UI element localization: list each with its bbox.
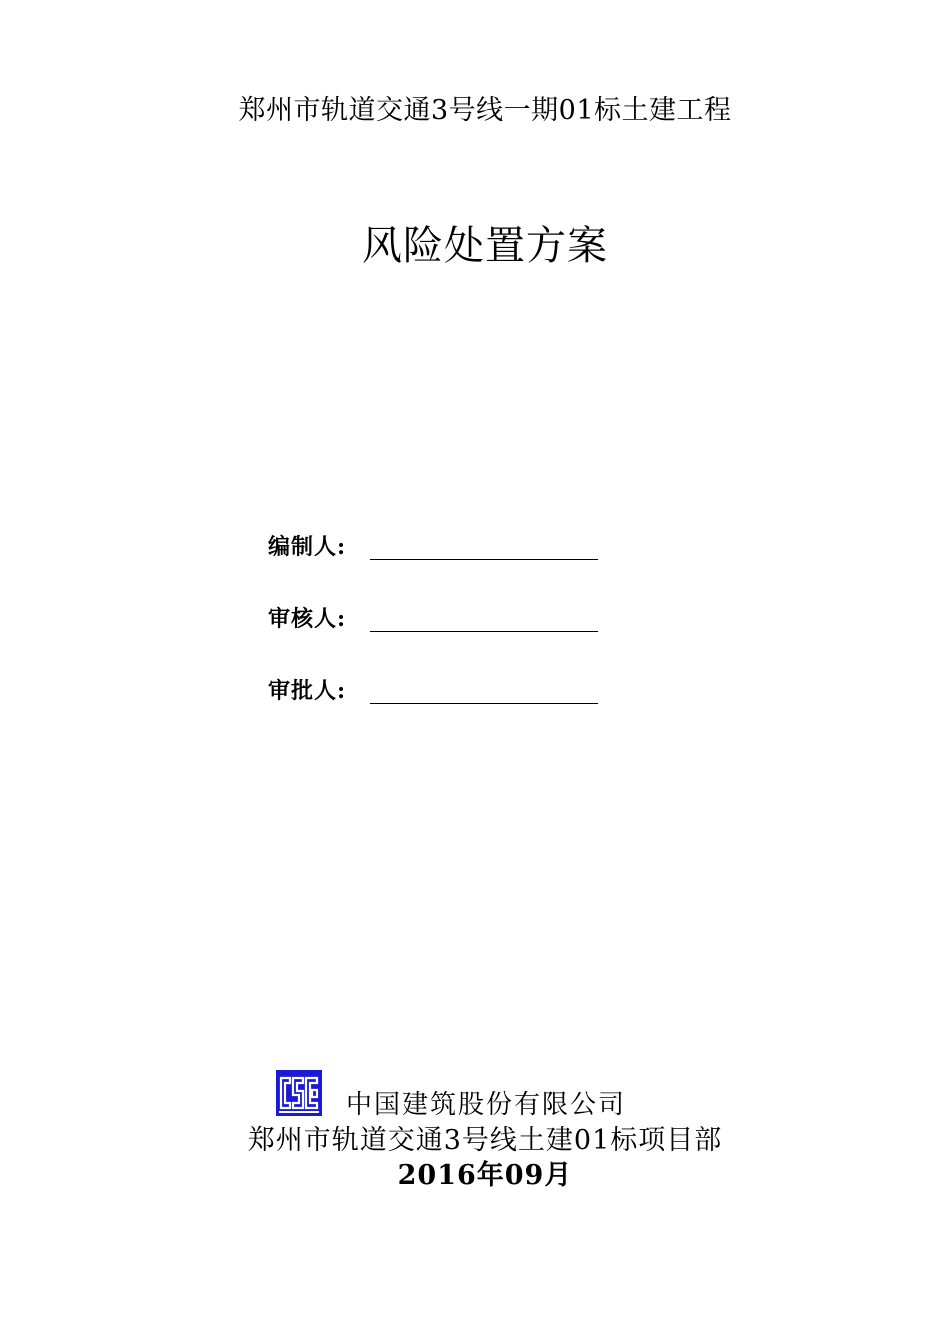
project-title: 郑州市轨道交通3号线一期01标土建工程 [238, 95, 732, 126]
footer [0, 1068, 950, 1120]
approved-by-line [370, 703, 598, 704]
reviewed-by-label: 审核人: [268, 606, 347, 632]
reviewed-by-line [370, 631, 598, 632]
approved-by-label: 审批人: [268, 678, 347, 704]
document-title: 风险处置方案 [362, 223, 608, 269]
signature-row-reviewed-by [268, 602, 628, 674]
company-name: 中国建筑股份有限公司 [346, 1090, 627, 1120]
prepared-by-label: 编制人: [268, 534, 347, 560]
prepared-by-line [370, 559, 598, 560]
signature-row-approved-by [268, 674, 628, 746]
company-row [0, 1068, 950, 1120]
signature-row-prepared-by [268, 530, 628, 602]
cscec-logo-icon [276, 1070, 322, 1116]
project-department: 郑州市轨道交通3号线土建01标项目部 [247, 1125, 723, 1156]
signature-block [268, 530, 628, 746]
document-date: 2016年09月 [397, 1160, 573, 1191]
